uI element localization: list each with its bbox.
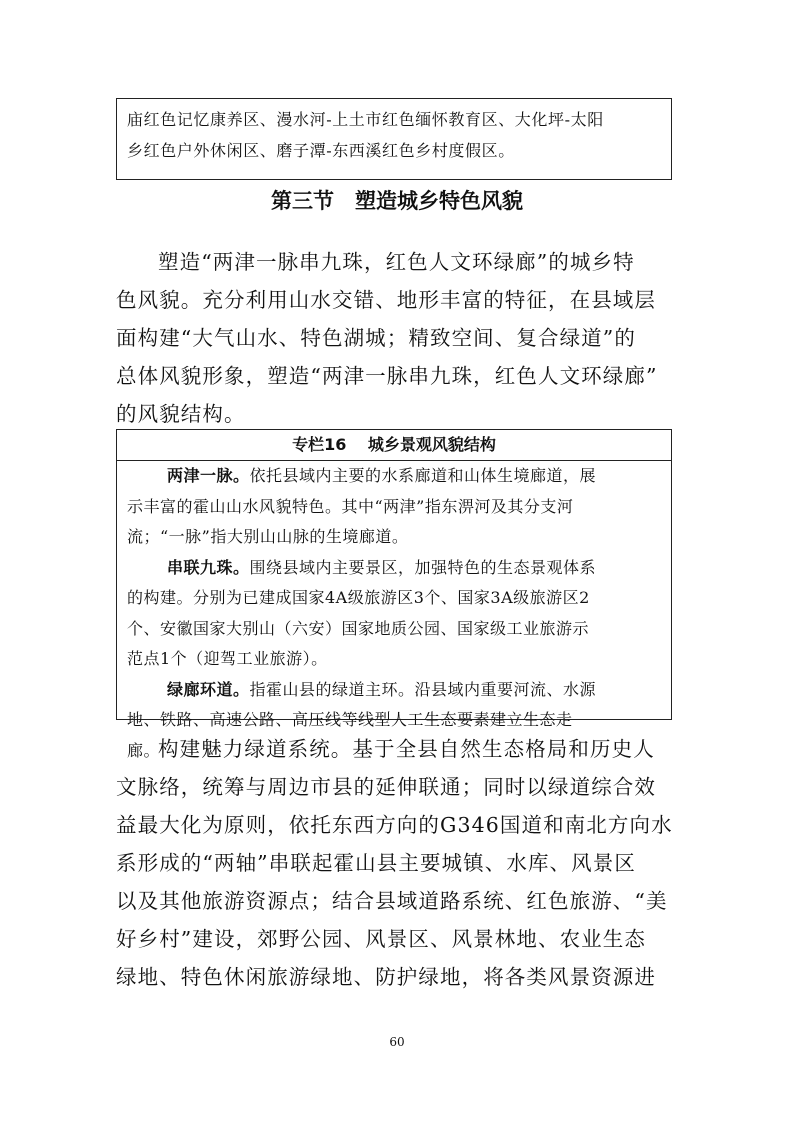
paragraph-line: 绿地、特色休闲旅游绿地、防护绿地，将各类风景资源进 — [116, 965, 656, 989]
body-paragraph-2 — [116, 730, 686, 996]
paragraph-line: 文脉络，统筹与周边市县的延伸联通；同时以绿道综合效 — [116, 775, 656, 799]
special-item-line: 示丰富的霍山山水风貌特色。其中“两津”指东淠河及其分支河 — [127, 496, 574, 516]
paragraph-line: 塑造“两津一脉串九珠，红色人文环绿廊”的城乡特 — [158, 250, 635, 274]
paragraph-line: 好乡村”建设，郊野公园、风景区、风景林地、农业生态 — [116, 927, 646, 951]
special-item-line: 流；“一脉”指大别山山脉的生境廊道。 — [127, 527, 409, 546]
special-item-first-line — [127, 675, 665, 706]
special-item-line: 范点1个（迎驾工业旅游）。 — [127, 649, 328, 668]
special-item-first-line — [127, 553, 665, 584]
paragraph-line: 系形成的“两轴”串联起霍山县主要城镇、水库、风景区 — [116, 851, 636, 875]
special-item-line: 地、铁路、高速公路、高压线等线型人工生态要素建立生态走 — [127, 710, 573, 729]
paragraph-line: 益最大化为原则，依托东西方向的G346国道和南北方向水 — [116, 813, 673, 837]
special-column-header: 专栏16 城乡景观风貌结构 — [117, 430, 671, 461]
paragraph-line: 构建魅力绿道系统。基于全县自然生态格局和历史人 — [158, 737, 655, 761]
body-paragraph-1 — [116, 243, 686, 433]
box-text-line: 乡红色户外休闲区、磨子潭-东西溪红色乡村度假区。 — [127, 140, 515, 160]
paragraph-line: 的风貌结构。 — [116, 402, 246, 426]
special-item-line: 个、安徽国家大别山（六安）国家地质公园、国家级工业旅游示 — [127, 618, 590, 638]
continued-text-box — [116, 98, 672, 180]
paragraph-line: 总体风貌形象，塑造“两津一脉串九珠，红色人文环绿廊” — [116, 364, 658, 388]
special-item-term: 两津一脉。 — [167, 466, 250, 485]
special-item-text: 依托县域内主要的水系廊道和山体生境廊道，展 — [249, 466, 597, 485]
special-item-line: 廊。 — [127, 740, 161, 760]
special-item-text: 围绕县域内主要景区，加强特色的生态景观体系 — [249, 557, 597, 577]
section-title: 第三节 塑造城乡特色风貌 — [271, 189, 523, 213]
box-text-line: 庙红色记忆康养区、漫水河-上土市红色缅怀教育区、大化坪-太阳 — [127, 110, 604, 129]
special-item-line: 的构建。分别为已建成国家4A级旅游区3个、国家3A级旅游区2 — [127, 588, 590, 607]
special-item-term: 绿廊环道。 — [167, 679, 250, 699]
special-item-first-line — [127, 461, 665, 492]
special-item-text: 指霍山县的绿道主环。沿县域内重要河流、水源 — [249, 679, 597, 699]
paragraph-line: 面构建“大气山水、特色湖城；精致空间、复合绿道”的 — [116, 326, 636, 350]
paragraph-line: 色风貌。充分利用山水交错、地形丰富的特征，在县域层 — [116, 288, 656, 312]
special-column-body — [117, 461, 671, 766]
paragraph-line: 以及其他旅游资源点；结合县域道路系统、红色旅游、“美 — [116, 889, 668, 913]
page-number: 60 — [389, 1035, 405, 1049]
special-item-term: 串联九珠。 — [167, 557, 250, 577]
